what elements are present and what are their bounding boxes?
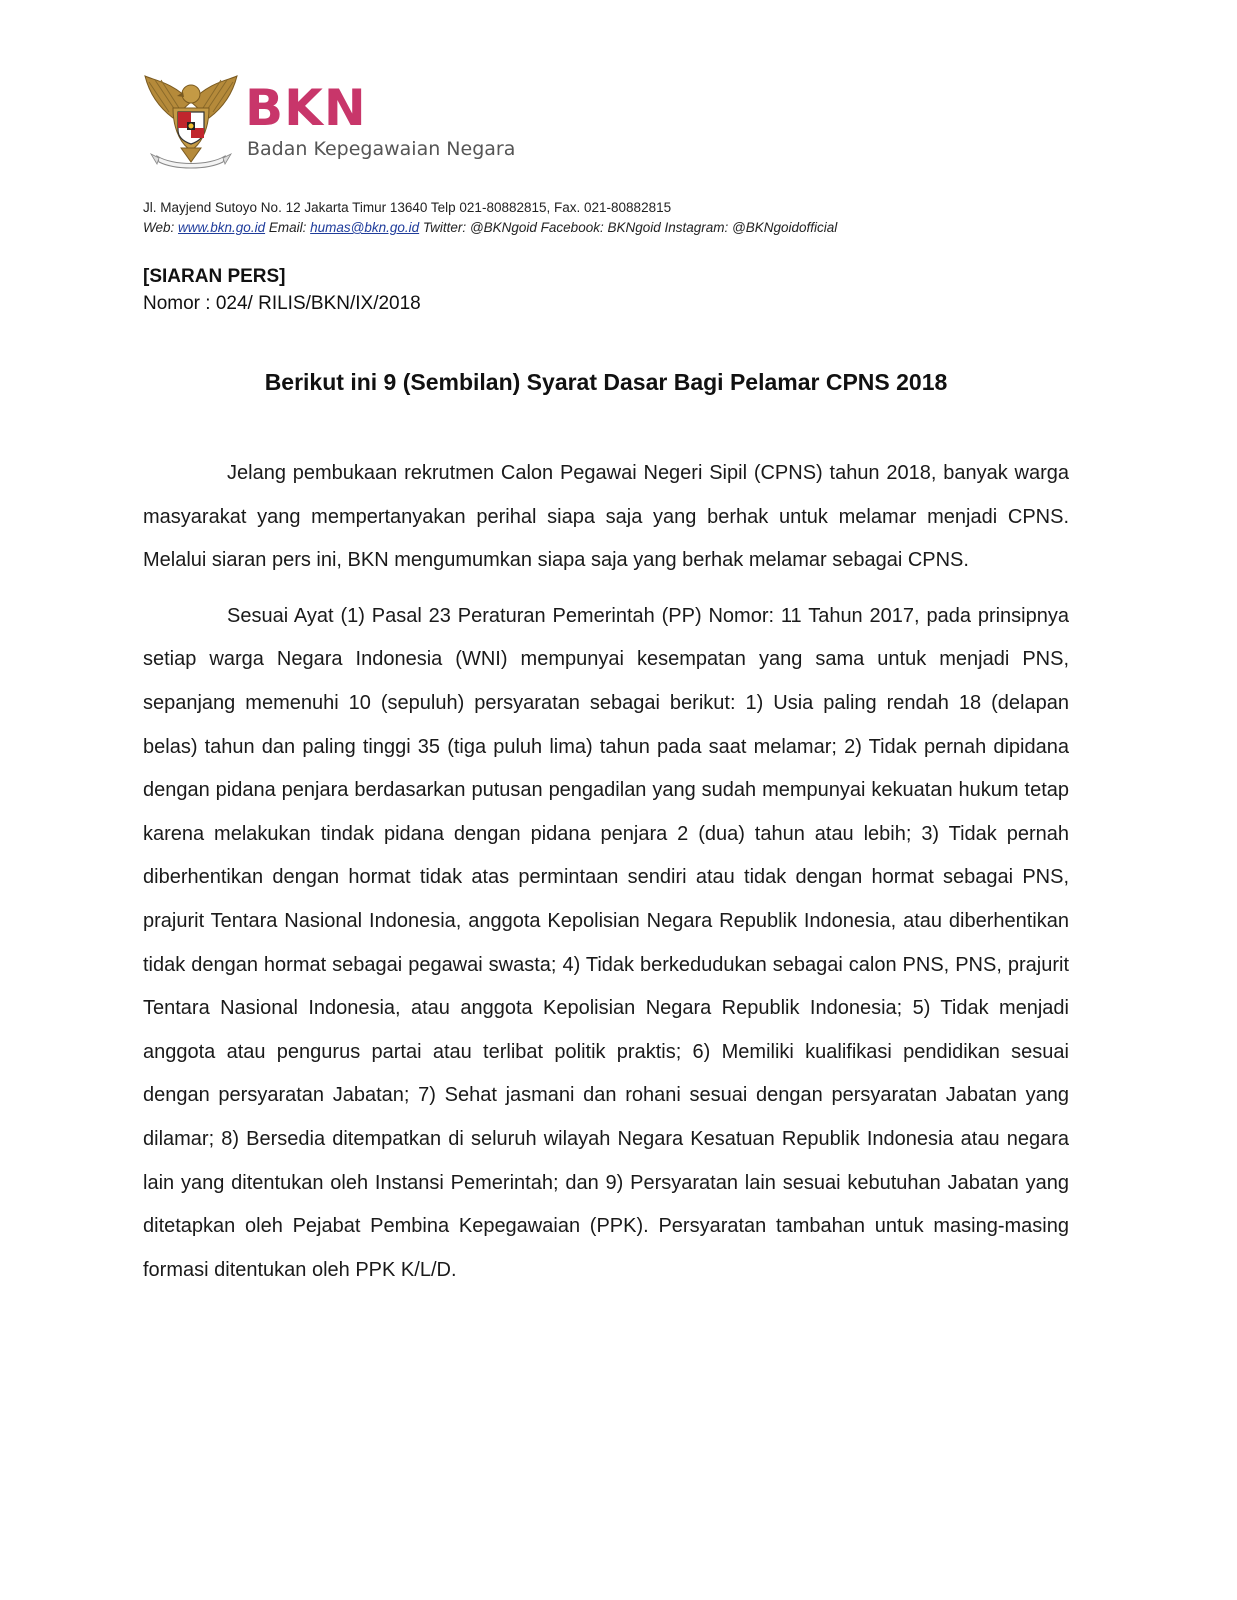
document-title: Berikut ini 9 (Sembilan) Syarat Dasar Bagi Pelamar CPNS 2018 <box>264 369 948 395</box>
body-paragraph: Sesuai Ayat (1) Pasal 23 Peraturan Pemerintah (PP) Nomor: 11 Tahun 2017, pada prinsipnya setiap warga Negara Indonesia (WNI) mempunyai kesempatan yang sama untuk menjadi PNS, sepanjang memenuhi 10 (sepuluh) persyaratan sebagai berikut: 1) Usia paling rendah 18 (delapan belas) tahun dan paling tinggi 35 (tiga puluh lima) tahun pada saat melamar; 2) Tidak pernah dipidana dengan pidana penjara berdasarkan putusan pengadilan yang sudah mempunyai kekuatan hukum tetap karena melakukan tindak pidana dengan pidana penjara 2 (dua) tahun atau lebih; 3) Tidak pernah diberhentikan dengan hormat tidak atas permintaan sendiri atau tidak dengan hormat sebagai PNS, prajurit Tentara Nasional Indonesia, anggota Kepolisian Negara Republik Indonesia, atau diberhentikan tidak dengan hormat sebagai pegawai swasta; 4) Tidak berkedudukan sebagai calon PNS, PNS, prajurit Tentara Nasional Indonesia, atau anggota Kepolisian Negara Republik Indonesia; 5) Tidak menjadi anggota atau pengurus partai atau terlibat politik praktis; 6) Memiliki kualifikasi pendidikan sesuai dengan persyaratan Jabatan; 7) Sehat jasmani dan rohani sesuai dengan persyaratan Jabatan yang dilamar; 8) Bersedia ditempatkan di seluruh wilayah Negara Kesatuan Republik Indonesia atau negara lain yang ditentukan oleh Instansi Pemerintah; dan 9) Persyaratan lain sesuai kebutuhan Jabatan yang ditetapkan oleh Pejabat Pembina Kepegawaian (PPK). Persyaratan tambahan untuk masing-masing formasi ditentukan oleh PPK K/L/D. <box>143 604 1069 1281</box>
address-line: Jl. Mayjend Sutoyo No. 12 Jakarta Timur 13640 Telp 021-80882815, Fax. 021-80882815 <box>143 200 672 215</box>
email-label: Email: <box>268 220 307 235</box>
garuda-emblem-icon <box>143 72 239 170</box>
release-label: [SIARAN PERS] <box>143 266 286 287</box>
brand-subtitle: Badan Kepegawaian Negara <box>247 138 516 160</box>
letterhead-logo <box>143 68 543 173</box>
instagram-handle: Instagram: @BKNgoidofficial <box>664 220 838 235</box>
twitter-handle: Twitter: @BKNgoid <box>422 220 537 235</box>
web-link[interactable]: www.bkn.go.id <box>178 220 266 235</box>
contact-links-line <box>143 218 1043 238</box>
email-link[interactable]: humas@bkn.go.id <box>310 220 420 235</box>
web-label: Web: <box>143 220 175 235</box>
brand-name: BKN <box>245 79 367 137</box>
body-paragraph: Jelang pembukaan rekrutmen Calon Pegawai Negeri Sipil (CPNS) tahun 2018, banyak warga masyarakat yang mempertanyakan perihal siapa saja yang berhak untuk melamar menjadi CPNS. Melalui siaran pers ini, BKN mengumumkan siapa saja yang berhak melamar sebagai CPNS. <box>143 462 1069 572</box>
document-body <box>143 452 1069 1304</box>
release-header <box>143 263 421 317</box>
release-number: Nomor : 024/ RILIS/BKN/IX/2018 <box>143 293 421 314</box>
facebook-handle: Facebook: BKNgoid <box>540 220 661 235</box>
contact-block <box>143 198 1043 238</box>
